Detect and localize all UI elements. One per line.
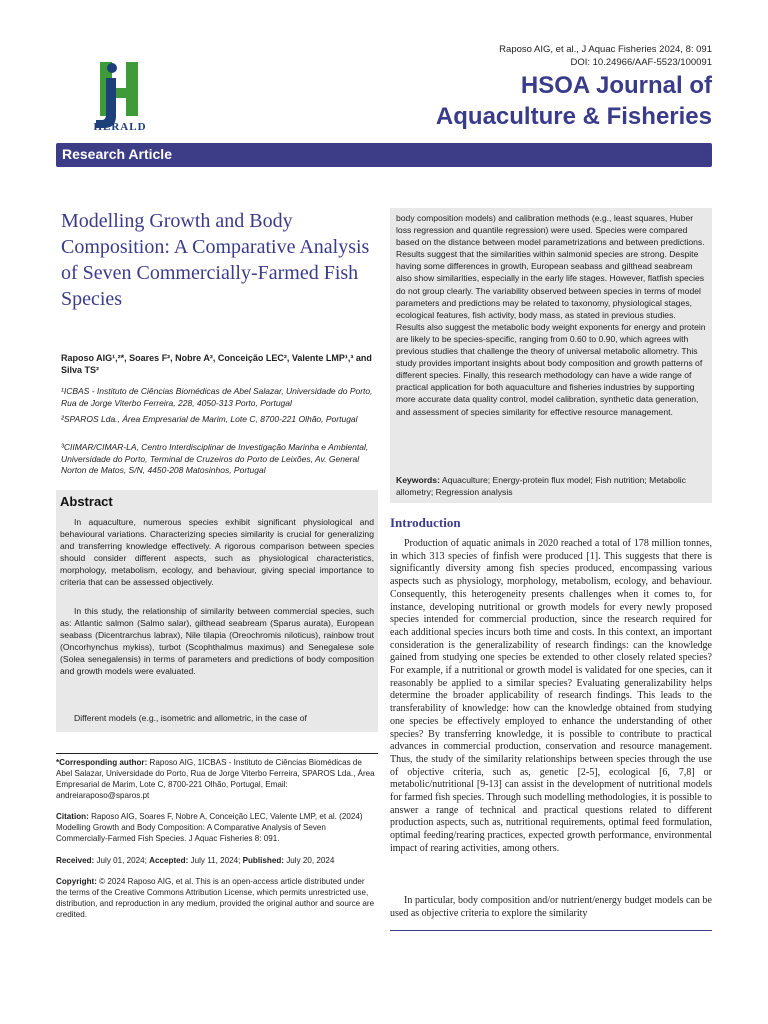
citation-label: Citation: <box>56 812 89 821</box>
received-label: Received: <box>56 856 95 865</box>
footnote-divider <box>56 753 378 754</box>
keywords <box>396 474 706 498</box>
abstract-continued-box <box>390 208 712 503</box>
keywords-text: Aquaculture; Energy-protein flux model; Fish nutrition; Metabolic allometry; Regression analysis <box>396 475 686 498</box>
affiliation-2: ²SPAROS Lda., Área Empresarial de Marim, Lote C, 8700-221 Olhão, Portugal <box>61 414 358 424</box>
article-type-label: Research Article <box>62 146 172 162</box>
introduction-heading: Introduction <box>390 515 461 530</box>
author-list: Raposo AIG¹,²*, Soares F², Nobre A², Conceição LEC², Valente LMP¹,³ and Silva TS² <box>61 353 372 375</box>
doi[interactable]: DOI: 10.24966/AAF-5523/100091 <box>570 57 712 68</box>
affiliation-3: ³CIIMAR/CIMAR-LA, Centro Interdisciplinar de Investigação Marinha e Ambiental, Universidade do Porto, Terminal de Cruzeiros do Porto de Leixões, Av. General Norton de Matos, S/N, 4450-208 Matosinhos, Portugal <box>61 442 369 475</box>
citation-text: Raposo AIG, Soares F, Nobre A, Conceição LEC, Valente LMP, et al. (2024) Modelling Growth and Body Composition: A Comparative Analysis of Seven Commercially-Farmed Fish Species. J Aquac Fisheries 8: 091. <box>56 812 363 843</box>
received-date: July 01, 2024; <box>96 856 147 865</box>
page-bottom-rule <box>390 930 712 931</box>
citation-note <box>56 811 378 844</box>
copyright-label: Copyright: <box>56 877 97 886</box>
introduction-paragraph-2: In particular, body composition and/or nutrient/energy budget models can be used as objective criteria to explore the similarity <box>390 895 712 919</box>
corresponding-author-note <box>56 757 378 801</box>
abstract-paragraph-1: In aquaculture, numerous species exhibit significant physiological and behavioural variations. Characterizing species similarity is crucial for generalizing and transferring knowledge effectively. A rigorous comparison between species should consider different aspects, such as physiological characteristics, morphology, metabolism, ecology, and behaviour, giving special importance to criteria that can be assessed objectively. <box>60 517 374 588</box>
keywords-label: Keywords: <box>396 475 440 485</box>
abstract-paragraph-3: Different models (e.g., isometric and allometric, in the case of <box>74 713 307 723</box>
journal-title <box>436 70 712 132</box>
paper-title: Modelling Growth and Body Composition: A Comparative Analysis of Seven Commercially-Farmed Fish Species <box>61 210 370 310</box>
corresponding-author-label: *Corresponding author: <box>56 758 148 767</box>
corresponding-author-text: Raposo AIG, 1ICBAS - Instituto de Ciências Biomédicas de Abel Salazar, Universidade do Porto, Rua de Jorge Viterbo Ferreira, SPAROS Lda., Área Empresarial de Marim, Lote C, 8700-221 Olhão, Portugal, Email: andreiaraposo@sparos.pt <box>56 758 375 800</box>
copyright-note <box>56 876 378 920</box>
published-date: July 20, 2024 <box>286 856 335 865</box>
article-type-banner <box>56 143 712 167</box>
accepted-date: July 11, 2024; <box>190 856 241 865</box>
dates-note <box>56 855 378 866</box>
copyright-text: © 2024 Raposo AIG, et al. This is an open-access article distributed under the terms of the Creative Commons Attribution License, which permits unrestricted use, distribution, and reproduction in any medium, provided the original author and source are credited. <box>56 877 375 919</box>
abstract-continued-text: body composition models) and calibration methods (e.g., least squares, Huber loss regression and quantile regression) were used. Species were compared based on the distance between model parametrizations and between predictions. Results suggest that the similarities within salmonid species are strong. Despite having some differences in growth, European seabass and gilthead seabream also show similarities, especially in the early life stages. However, flatfish species do not group clearly. The variability observed between species in terms of model parameters and predictions may be related to taxonomy, physiological stages, ecological features, fish activity, body mass, as stated in previous studies. Results also suggest the metabolic body weight exponents for energy and protein are likely to be species-specific, ranging from 0.60 to 0.90, which agrees with previous studies that challenge the theory of universal metabolic allometry. This study provides important insights about body composition and growth patterns of different species. Finally, this research methodology can have a wide range of practical application for both aquaculture and fisheries industries by supporting more accurate data quality control, model calibration, synthetic data generation, and assessment of species similarity for effective resource management. <box>396 213 706 417</box>
running-citation: Raposo AIG, et al., J Aquac Fisheries 2024, 8: 091 <box>499 44 712 55</box>
introduction-paragraph-1: Production of aquatic animals in 2020 reached a total of 178 million tonnes, in which 313 species of finfish were produced [1]. This suggests that there is significantly diversity among fish species produced, encompassing various aspects such as physiology, morphology, metabolism, ecology, and behaviour. Consequently, this heterogeneity presents challenges when it comes to, for instance, developing nutritional or growth models for every newly proposed species intended for commercial production, since the research required for each additional species incurs both time and costs. In this context, an important consideration is the generalizability of research findings: can the knowledge gained from studying one species be extended to other closely related species? For example, if a nutritional or growth model is validated for one species, can it reasonably be applied to a similar species? Evaluating generalizability helps determine the broader applicability of research findings. This leads to the transferability of knowledge: how can the knowledge obtained from studying one species be effectively employed to enhance the understanding of other species? By transferring knowledge, it is possible to contribute to practical advances in commercial production, conservation and resource management. Thus, the study of the similarity relationships between species through the use of objective criteria, such as, genetic [2-5], ecological [6, 7,8] or metabolic/nutritional [9-13] can assist in the development of nutritional models for farmed fish species. Through such modelling methodologies, it is possible to answer a range of technical and practical questions related to different production aspects, such as, nutritional requirements, optimal feed formulation, optimal feeding/rearing practices, expected growth performance, environmental impact of rearing activities, among others. <box>390 538 712 854</box>
abstract-paragraph-2: In this study, the relationship of similarity between commercial species, such as: Atlantic salmon (Salmo salar), gilthead seabream (Sparus aurata), European seabass (Dicentrarchus labrax), Nile tilapia (Oreochromis niloticus), rainbow trout (Oncorhynchus mykiss), turbot (Scophthalmus maximus) and Senegalese sole (Solea senegalensis) in terms of parameters and predictions of body composition and growth models were evaluated. <box>60 606 374 677</box>
accepted-label: Accepted: <box>149 856 189 865</box>
journal-title-line2: Aquaculture & Fisheries <box>435 103 712 130</box>
abstract-heading: Abstract <box>60 494 113 509</box>
abstract-box <box>56 490 378 732</box>
published-label: Published: <box>242 856 284 865</box>
journal-title-line1: HSOA Journal of <box>520 72 712 99</box>
affiliation-1: ¹ICBAS - Instituto de Ciências Biomédicas de Abel Salazar, Universidade do Porto, Rua de Jorge Viterbo Ferreira, 228, 4050-313 Porto, Portugal <box>61 386 373 408</box>
logo-wordmark: HERALD <box>93 121 147 133</box>
